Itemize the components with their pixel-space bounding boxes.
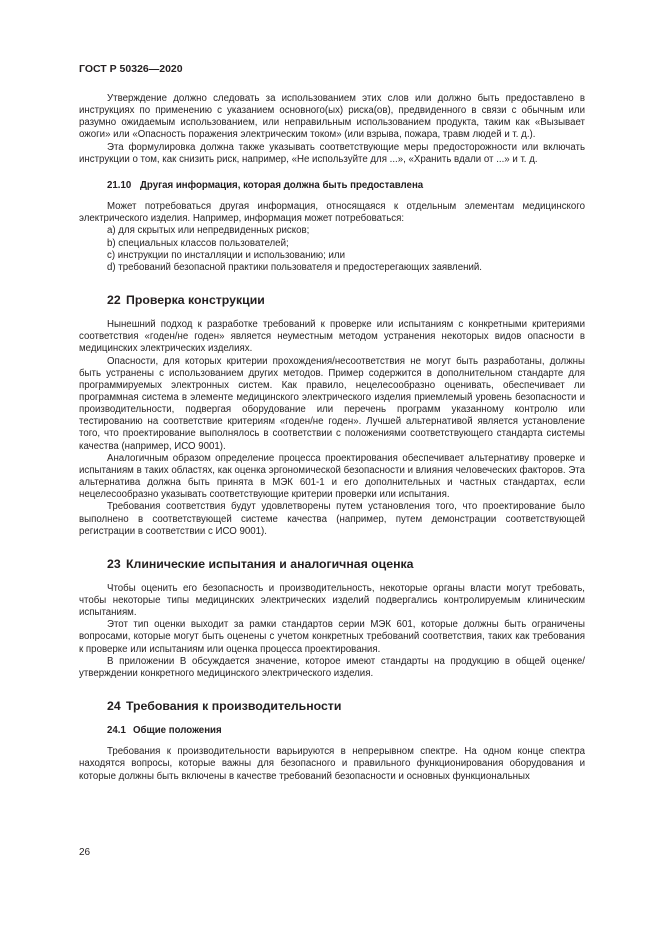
subsection-title: Другая информация, которая должна быть предоставлена [140, 179, 424, 191]
section-title: Проверка конструкции [126, 293, 265, 308]
paragraph: Может потребоваться другая информация, относящаяся к отдельным элементам медицинского электрического изделия. Например, информация может потребоваться: [79, 201, 585, 225]
section-number: 24 [107, 699, 121, 714]
section-heading-22 [107, 293, 585, 307]
document-header: ГОСТ Р 50326—2020 [79, 63, 183, 75]
paragraph: В приложении В обсуждается значение, которое имеют стандарты на продукцию в общей оценке/утверждении конкретного медицинского электрического изделия. [79, 655, 585, 679]
item-list [79, 225, 585, 274]
paragraph: Требования к производительности варьируются в непрерывном спектре. На одном конце спектра находятся вопросы, которые важны для безопасного и правильного функционирования оборудования и которые должны быть включены в качестве требований безопасности и основных функциональных [79, 746, 585, 782]
subsection-title: Общие положения [133, 725, 222, 737]
subsection-heading-24-1 [107, 725, 585, 737]
section-heading-24 [107, 699, 585, 713]
page-content [79, 93, 585, 783]
paragraph: Эта формулировка должна также указывать соответствующие меры предосторожности или включать инструкции о том, как снизить риск, например, «Не используйте для ...», «Хранить вдали от ...» и т. д. [79, 141, 585, 165]
paragraph: Чтобы оценить его безопасность и производительность, некоторые органы власти могут требовать, чтобы некоторые типы медицинских электрических изделий подвергались контролируемым клиническим испытаниям. [79, 582, 585, 619]
section-heading-23 [107, 557, 585, 571]
paragraph: Этот тип оценки выходит за рамки стандартов серии МЭК 601, которые должны быть ограничены вопросами, которые могут быть оценены с учетом конкретных требований соответствия, таких как требования к проверке или испытаниям или оценка процесса проектирования. [79, 619, 585, 655]
section-title: Клинические испытания и аналогичная оценка [126, 556, 414, 571]
list-item: b) специальных классов пользователей; [107, 237, 289, 249]
subsection-heading-21-10 [107, 180, 585, 192]
paragraph: Нынешний подход к разработке требований к проверке или испытаниям с конкретными критериями соответствия «годен/не годен» является неуместным методом устранения некоторых видов опасности в медицинских электрических изделиях. [79, 319, 585, 355]
paragraph: Аналогичным образом определение процесса проектирования обеспечивает альтернативу проверке и испытаниям в таких областях, как оценка эргономической безопасности и влияния человеческих факторов. Эта альтернатива должна быть принята в МЭК 601-1 и его дополнительных и частных стандартах, если нецелесообразно указывать соответствующие критерии проверки или испытания. [79, 452, 585, 501]
section-number: 23 [107, 556, 121, 571]
subsection-number: 21.10 [107, 179, 132, 191]
section-number: 22 [107, 293, 121, 308]
page-number: 26 [79, 847, 91, 858]
list-item: c) инструкции по инсталляции и использованию; или [107, 249, 345, 261]
paragraph: Утверждение должно следовать за использованием этих слов или должно быть предоставлено в инструкциях по применению с указанием основного(ых) риска(ов), предвиденного в связи с обычным или разумно ожидаемым использованием, или неправильным использованием продукта, таким как «Вызывает ожоги» или «Опасность поражения электрическим током» (или взрыва, пожара, травм людей и т. д.). [79, 93, 585, 141]
list-item: d) требований безопасной практики пользователя и предостерегающих заявлений. [107, 261, 482, 273]
paragraph: Опасности, для которых критерии прохождения/несоответствия не могут быть разработаны, должны быть устранены с использованием других методов. Пример содержится в дополнительном стандарте для программируемых электронных систем. Как правило, нецелесообразно оценивать, обеспечивает ли программная система в элементе медицинского электрического изделия приемлемый уровень безопасности и производительности, подвергая оборудование или перечень программ указанному контролю или тестированию на соответствие критериям «годен/не годен». Лучшей альтернативой является установление того, что проектирование выполнялось в соответствии с положениями соответствующего стандарта системы качества (например, ИСО 9001). [79, 355, 585, 452]
list-item: a) для скрытых или непредвиденных рисков; [107, 225, 310, 237]
paragraph: Требования соответствия будут удовлетворены путем установления того, что проектирование было выполнено в соответствующей системе качества (например, путем демонстрации соответствующей регистрации в соответствии с ИСО 9001). [79, 501, 585, 537]
section-title: Требования к производительности [126, 699, 342, 714]
subsection-number: 24.1 [107, 725, 126, 737]
